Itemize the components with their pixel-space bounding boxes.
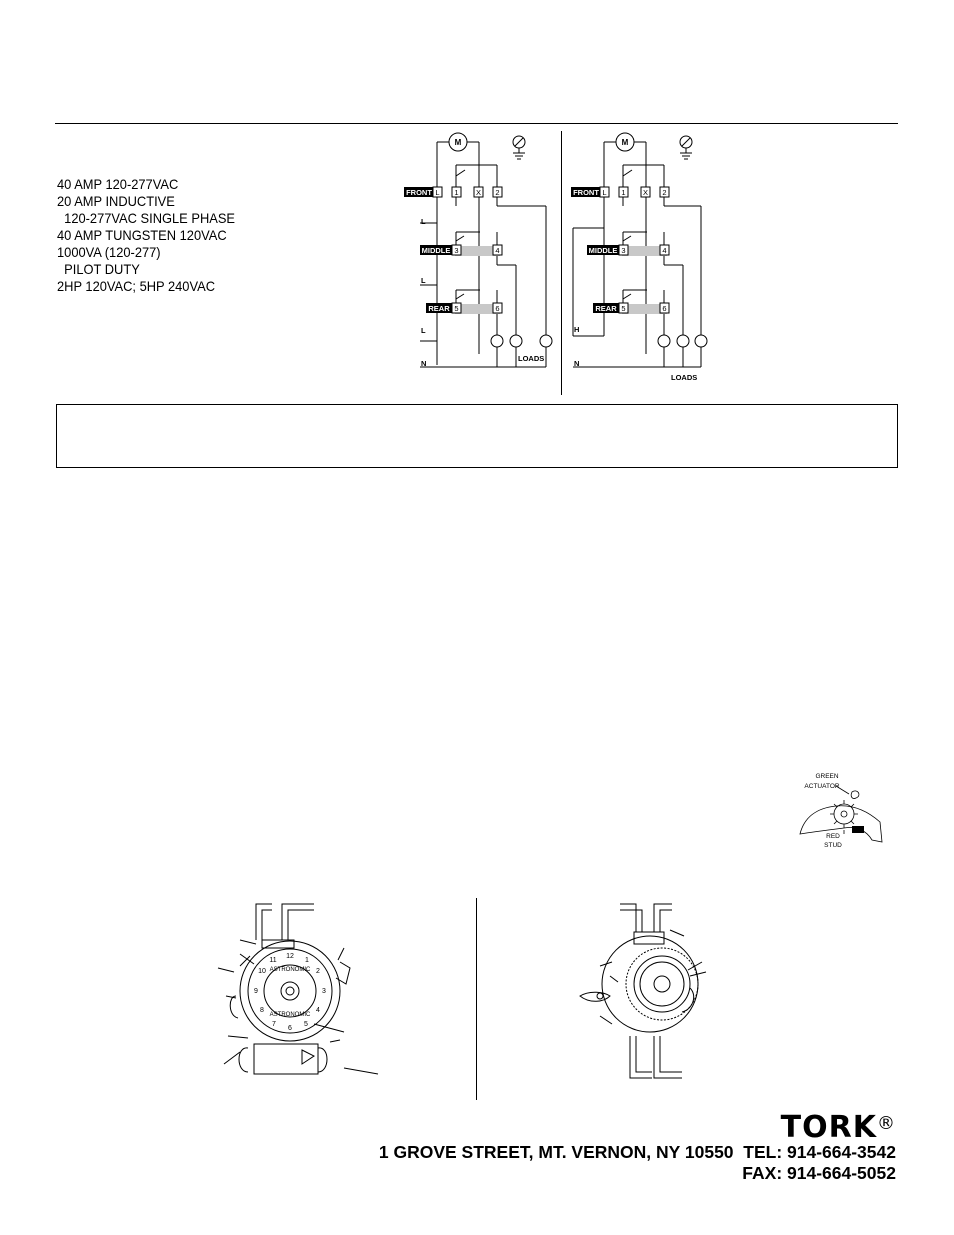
dial-number: 4 bbox=[316, 1007, 320, 1014]
motor-label: M bbox=[454, 138, 462, 147]
red-label: RED bbox=[826, 833, 840, 840]
dial-number: 12 bbox=[286, 953, 294, 960]
terminal-label: 1 bbox=[454, 188, 459, 197]
dial-number: 10 bbox=[258, 968, 266, 975]
loads-label: LOADS bbox=[518, 354, 545, 363]
actuator-label: ACTUATOR bbox=[804, 783, 840, 790]
terminal-label: 2 bbox=[662, 188, 667, 197]
rating-line: 20 AMP INDUCTIVE bbox=[57, 193, 175, 209]
wiring-divider bbox=[561, 131, 562, 395]
front-label: FRONT bbox=[573, 188, 599, 197]
rear-label: REAR bbox=[428, 304, 450, 313]
stud-label: STUD bbox=[824, 842, 842, 849]
dial-number: 1 bbox=[305, 957, 309, 964]
line-label: N bbox=[574, 359, 580, 368]
notice-box bbox=[56, 404, 898, 468]
rear-label: REAR bbox=[595, 304, 617, 313]
middle-label: MIDDLE bbox=[588, 246, 618, 255]
dial-number: 9 bbox=[254, 988, 258, 995]
footer-address: 1 GROVE STREET, MT. VERNON, NY 10550 TEL: 914-664-3542 bbox=[378, 1142, 896, 1162]
dial-number: 11 bbox=[269, 957, 277, 964]
terminal-label: L bbox=[435, 188, 440, 197]
dial-number: 7 bbox=[272, 1021, 276, 1028]
rating-line: 2HP 120VAC; 5HP 240VAC bbox=[57, 278, 215, 294]
dial-number: 6 bbox=[288, 1025, 292, 1032]
green-label: GREEN bbox=[815, 773, 839, 780]
terminal-label: 2 bbox=[495, 188, 500, 197]
terminal-label: 6 bbox=[495, 304, 500, 313]
wiring-diagram-left bbox=[400, 128, 560, 398]
astronomic-label: ASTRONOMIC bbox=[269, 1012, 311, 1018]
footer-fax: FAX: 914-664-5052 bbox=[742, 1163, 896, 1183]
wiring-diagram-right bbox=[567, 128, 727, 398]
dial-number: 2 bbox=[316, 968, 320, 975]
terminal-label: 5 bbox=[621, 304, 626, 313]
dial-number: 5 bbox=[304, 1021, 308, 1028]
middle-label: MIDDLE bbox=[421, 246, 451, 255]
terminal-label: 3 bbox=[454, 246, 459, 255]
terminal-label: 5 bbox=[454, 304, 459, 313]
motor-label: M bbox=[621, 138, 629, 147]
front-label: FRONT bbox=[406, 188, 432, 197]
terminal-label: 3 bbox=[621, 246, 626, 255]
rating-line: 40 AMP 120-277VAC bbox=[57, 176, 179, 192]
rating-line: 120-277VAC SINGLE PHASE bbox=[57, 210, 236, 226]
line-label: N bbox=[421, 359, 427, 368]
dial-divider bbox=[476, 898, 477, 1100]
dial-illustration-right bbox=[560, 896, 720, 1086]
dial-illustration-left bbox=[210, 896, 390, 1096]
brand-name: TORK bbox=[780, 1110, 877, 1145]
astronomic-label: ASTRONOMIC bbox=[269, 967, 311, 973]
line-label: L bbox=[421, 326, 426, 335]
tork-logo bbox=[781, 1108, 896, 1144]
terminal-label: L bbox=[602, 188, 607, 197]
terminal-label: 1 bbox=[621, 188, 626, 197]
registered-mark: ® bbox=[877, 1113, 896, 1134]
terminal-label: X bbox=[642, 188, 649, 197]
terminal-label: X bbox=[475, 188, 482, 197]
rating-line: 40 AMP TUNGSTEN 120VAC bbox=[57, 227, 227, 243]
rating-line: PILOT DUTY bbox=[57, 261, 140, 277]
ratings-list bbox=[57, 176, 235, 295]
dial-number: 8 bbox=[260, 1007, 264, 1014]
terminal-label: 4 bbox=[495, 246, 500, 255]
actuator-illustration bbox=[796, 770, 886, 854]
line-label: L bbox=[421, 276, 426, 285]
terminal-label: 6 bbox=[662, 304, 667, 313]
line-label: H bbox=[574, 325, 580, 334]
loads-label: LOADS bbox=[671, 373, 698, 382]
line-label: L bbox=[421, 217, 426, 226]
rating-line: 1000VA (120-277) bbox=[57, 244, 161, 260]
dial-number: 3 bbox=[322, 988, 326, 995]
terminal-label: 4 bbox=[662, 246, 667, 255]
top-rule bbox=[55, 123, 898, 124]
